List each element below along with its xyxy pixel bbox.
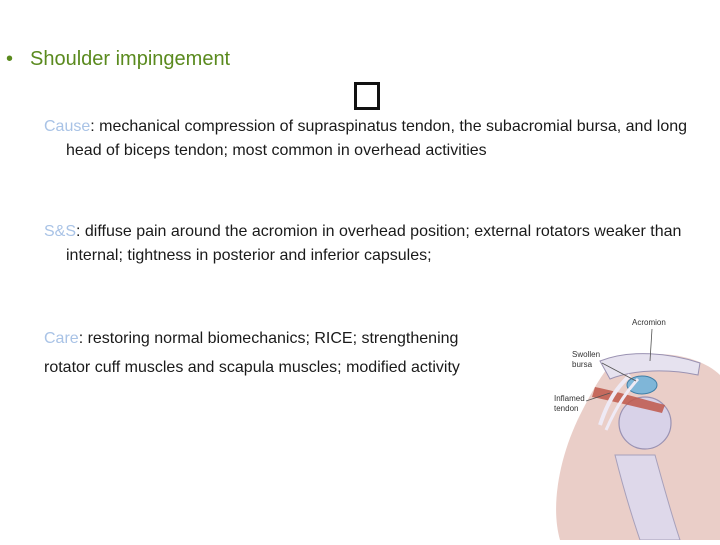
cause-label: Cause	[44, 118, 91, 135]
shoulder-anatomy-illustration	[540, 305, 720, 540]
ss-label: S&S	[44, 223, 77, 240]
bullet-marker: •	[6, 48, 14, 70]
ss-text: : diffuse pain around the acromion in overhead position; external rotators weaker than internal; tightness in posterior and inferior capsules;	[66, 223, 682, 264]
label-inflamed-tendon-2: tendon	[554, 404, 579, 413]
missing-glyph-icon	[354, 82, 380, 110]
label-swollen-bursa-2: bursa	[572, 360, 593, 369]
label-acromion: Acromion	[632, 318, 666, 327]
cause-text: : mechanical compression of supraspinatus tendon, the subacromial bursa, and long head of biceps tendon; most common in overhead activities	[66, 118, 688, 159]
slide-title: Shoulder impingement	[30, 48, 231, 70]
care-label: Care	[44, 330, 79, 347]
care-paragraph	[44, 324, 464, 382]
slide-title-row	[6, 48, 230, 71]
label-swollen-bursa-1: Swollen	[572, 350, 601, 359]
signs-symptoms-paragraph	[44, 220, 706, 268]
shoulder-anatomy-svg	[540, 305, 720, 540]
cause-paragraph	[44, 115, 706, 163]
care-text: : restoring normal biomechanics; RICE; strengthening rotator cuff muscles and scapula muscles; modified activity	[44, 330, 460, 376]
label-inflamed-tendon-1: Inflamed	[554, 394, 585, 403]
